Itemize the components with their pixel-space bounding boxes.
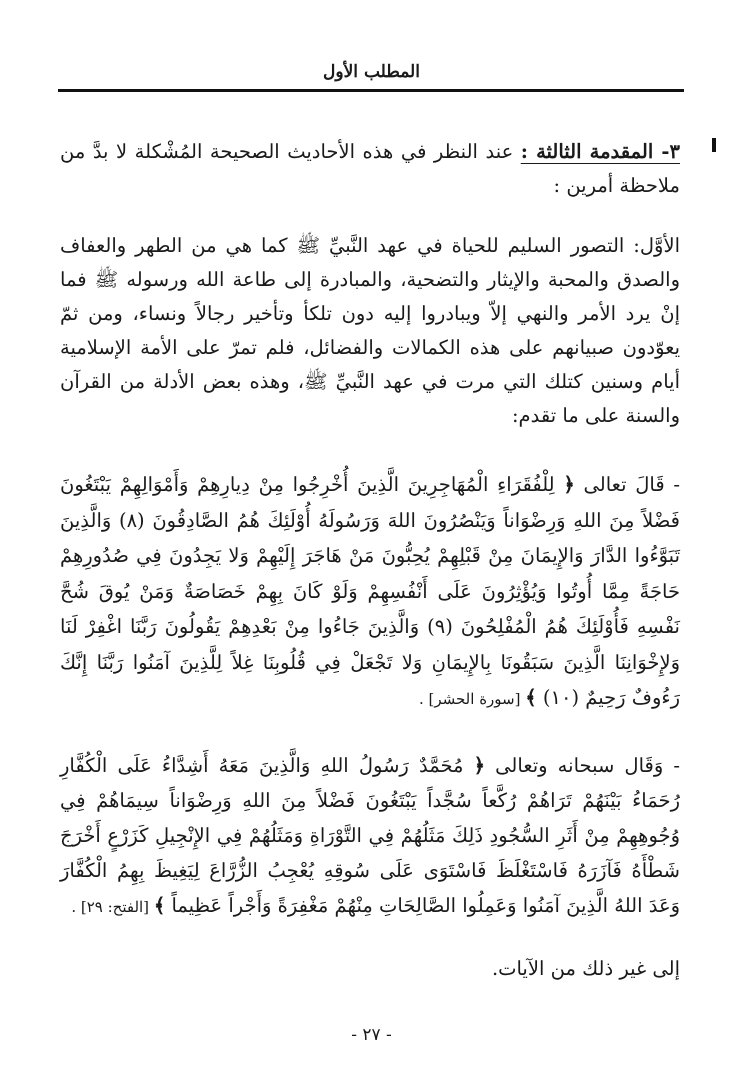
page-number: - ٢٧ - [351,1025,392,1045]
quran-intro: - وَقَال سبحانه وتعالى [485,754,680,777]
paragraph-quran-fath [60,748,680,925]
surah-reference-hashr: [سورة الحشر] . [418,690,526,708]
paragraph-first-matter [60,229,680,433]
quran-close-bracket: ﴾ [525,686,537,709]
quran-open-bracket: ﴿ [473,754,486,777]
header-rule [58,89,684,92]
surah-reference-fath: [الفتح: ٢٩] . [71,898,154,916]
first-matter-text: الأوَّل: التصور السليم للحياة في عهد النَّبيِّ ﷺ كما هي من الطهر والعفاف والصدق والمحبة والإيثار والتضحية، والمبادرة إلى طاعة الله ورسوله ﷺ فما إنْ يرد الأمر والنهي إلاّ ويبادروا إليه دون تلكأ وتأخير رجالاً ونساء، ومن ثمّ يعوّدون صبيانهم على هذه الكمالات والفضائل، فلم تمرّ على الأمة الإسلامية أيام وسنين كتلك التي مرت في عهد النَّبيِّ ﷺ، وهذه بعض الأدلة من القرآن والسنة على ما تقدم: [60,234,680,427]
paragraph-quran-hashr [60,467,680,718]
section-marker [712,138,716,152]
premise-heading: ٣- المقدمة الثالثة : [520,140,680,163]
premise-text: عند النظر في هذه الأحاديث الصحيحة المُشْكلة لا بدَّ من ملاحظة أمرين : [60,140,680,197]
quran-close-bracket: ﴾ [153,894,166,917]
quran-intro: - قَالَ تعالى [574,473,680,496]
running-header-title: المطلب الأول [323,62,420,82]
paragraph-closing [60,952,680,986]
quran-verse-fath: مُحَمَّدٌ رَسُولُ اللهِ وَالَّذِينَ مَعَهُ أَشِدَّاءُ عَلَى الْكُفَّارِ رُحَمَاءُ بَيْنَهُمْ تَرَاهُمْ رُكَّعاً سُجَّداً يَبْتَغُونَ فَضْلاً مِنَ اللهِ وَرِضْوَاناً سِيمَاهُمْ فِي وُجُوهِهِمْ مِنْ أَثَرِ السُّجُودِ ذَلِكَ مَثَلُهُمْ فِي التَّوْرَاةِ وَمَثَلُهُمْ فِي الإِنْجِيلِ كَزَرْعٍ أَخْرَجَ شَطْأَهُ فَآزَرَهُ فَاسْتَغْلَظَ فَاسْتَوَى عَلَى سُوقِهِ يُعْجِبُ الزُّرَّاعَ لِيَغِيظَ بِهِمُ الْكُفَّارَ وَعَدَ اللهُ الَّذِينَ آمَنُوا وَعَمِلُوا الصَّالِحَاتِ مِنْهُمْ مَغْفِرَةً وَأَجْراً عَظِيماً [60,754,680,917]
paragraph-third-premise [60,135,680,203]
closing-text: إلى غير ذلك من الآيات. [491,957,680,980]
quran-verse-hashr: لِلْفُقَرَاءِ الْمُهَاجِرِينَ الَّذِينَ أُخْرِجُوا مِنْ دِيارِهِمْ وَأَمْوَالِهِمْ يَبْتَغُونَ فَضْلاً مِنَ اللهِ وَرِضْوَاناً وَيَنْصُرُونَ اللهَ وَرَسُولَهُ أُوْلَئِكَ هُمُ الصَّادِقُونَ (٨) وَالَّذِينَ تَبَوَّءُوا الدَّارَ وَالإِيمَانَ مِنْ قَبْلِهِمْ يُحِبُّونَ مَنْ هَاجَرَ إِلَيْهِمْ وَلا يَجِدُونَ فِي صُدُورِهِمْ حَاجَةً مِمَّا أُوتُوا وَيُؤْثِرُونَ عَلَى أَنْفُسِهِمْ وَلَوْ كَانَ بِهِمْ خَصَاصَةٌ وَمَنْ يُوقَ شُحَّ نَفْسِهِ فَأُوْلَئِكَ هُمُ الْمُفْلِحُونَ (٩) وَالَّذِينَ جَاءُوا مِنْ بَعْدِهِمْ يَقُولُونَ رَبَّنَا اغْفِرْ لَنَا وَلإِخْوَانِنَا الَّذِينَ سَبَقُونَا بِالإِيمَانِ وَلا تَجْعَلْ فِي قُلُوبِنَا غِلاً لِلَّذِينَ آمَنُوا رَبَّنَا إِنَّكَ رَءُوفٌ رَحِيمٌ (١٠) [60,473,681,709]
quran-open-bracket: ﴿ [563,473,575,496]
